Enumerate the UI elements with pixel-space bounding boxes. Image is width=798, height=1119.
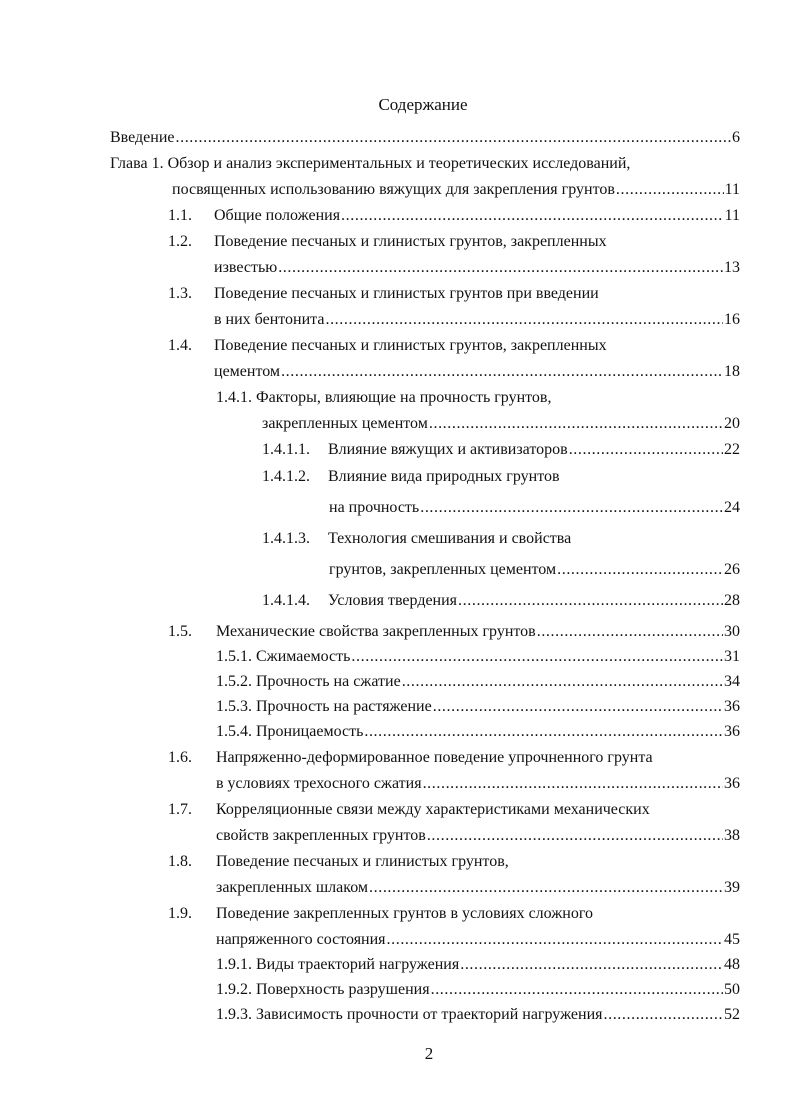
toc-entry-title: грунтов, закрепленных цементом: [329, 561, 557, 578]
toc-entry: [216, 954, 740, 976]
toc-entry: [110, 127, 740, 149]
toc-entry-title: 1.9.3. Зависимость прочности от траекторий нагружения: [216, 1006, 603, 1023]
toc-entry-number: 1.4.1.2.: [262, 468, 310, 485]
toc-entry-title: 1.5.2. Прочность на сжатие: [216, 673, 401, 690]
toc-leader-dots: [537, 621, 723, 643]
toc-entry-title: цементом: [214, 363, 281, 380]
toc-entry: [216, 721, 740, 743]
toc-leader-dots: [325, 309, 723, 331]
toc-entry: [168, 799, 740, 821]
toc-leader-dots: [369, 877, 723, 899]
toc-entry: [168, 205, 740, 227]
toc-entry-title: 1.9.2. Поверхность разрушения: [216, 981, 430, 998]
toc-entry-page: 11: [724, 207, 740, 224]
toc-entry-page: 48: [724, 956, 740, 973]
toc-leader-dots: [458, 590, 723, 612]
toc-leader-dots: [616, 179, 724, 201]
toc-entry-title: напряженного состояния: [216, 931, 386, 948]
toc-entry-title: на прочность: [329, 499, 420, 516]
toc-entry-title: Введение: [110, 129, 175, 146]
toc-entry-title: Поведение закрепленных грунтов в условиях сложного: [216, 905, 594, 922]
toc-entry: [168, 621, 740, 643]
toc-entry: [216, 773, 740, 795]
page-title: Содержание: [378, 95, 468, 114]
toc-entry-page: 20: [724, 415, 740, 432]
toc-leader-dots: [278, 257, 723, 279]
toc-entry: [168, 335, 740, 357]
toc-entry-number: 1.4.: [168, 337, 192, 354]
toc-entry-page: 50: [724, 981, 740, 998]
toc-entry-page: 36: [724, 775, 740, 792]
toc-leader-dots: [176, 127, 732, 149]
toc-entry-title: Глава 1. Обзор и анализ экспериментальных и теоретических исследований,: [110, 155, 631, 172]
toc-leader-dots: [431, 979, 723, 1001]
toc-entry-title: 1.5.4. Проницаемость: [216, 723, 364, 740]
toc-leader-dots: [364, 721, 723, 743]
toc-entry-title: Технология смешивания и свойства: [328, 530, 572, 547]
toc-entry: [168, 747, 740, 769]
toc-entry-title: 1.5.3. Прочность на растяжение: [216, 698, 432, 715]
toc-entry-page: 24: [724, 499, 740, 516]
toc-entry: [172, 179, 740, 201]
toc-leader-dots: [351, 646, 723, 668]
toc-entry: [216, 979, 740, 1001]
toc-entry-title: посвященных использованию вяжущих для закрепления грунтов: [172, 181, 615, 198]
toc-entry-title: Условия твердения: [328, 592, 458, 609]
toc-entry-page: 52: [724, 1006, 740, 1023]
toc-leader-dots: [420, 497, 723, 519]
toc-entry-title: Корреляционные связи между характеристиками механических: [216, 801, 650, 818]
toc-entry-number: 1.4.1.4.: [262, 592, 310, 609]
toc-entry-page: 36: [724, 723, 740, 740]
toc-entry: [216, 671, 740, 693]
toc-entry-page: 36: [724, 698, 740, 715]
toc-leader-dots: [423, 773, 723, 795]
toc-entry: [216, 1004, 740, 1026]
toc-entry-title: Поведение песчаных и глинистых грунтов,: [216, 853, 509, 870]
toc-entry-title: известью: [214, 259, 278, 276]
toc-entry-page: 11: [724, 181, 740, 198]
toc-entry: [110, 153, 740, 175]
toc-entry-number: 1.5.: [168, 623, 192, 640]
toc-entry-page: 18: [724, 363, 740, 380]
toc-entry: [216, 825, 740, 847]
toc-entry-title: свойств закрепленных грунтов: [216, 827, 426, 844]
toc-entry-page: 6: [732, 129, 740, 146]
toc-entry-page: 13: [724, 259, 740, 276]
toc-entry-title: в них бентонита: [214, 311, 325, 328]
toc-leader-dots: [569, 439, 723, 461]
toc-entry: [262, 439, 740, 461]
toc-leader-dots: [604, 1004, 724, 1026]
page-number: 2: [424, 1044, 434, 1063]
toc-entry-number: 1.2.: [168, 233, 192, 250]
toc-entry-number: 1.6.: [168, 749, 192, 766]
toc-entry-title: закрепленных шлаком: [216, 879, 369, 896]
toc-entry-page: 26: [724, 561, 740, 578]
toc-entry: [262, 590, 740, 612]
toc-entry: [216, 646, 740, 668]
toc-entry: [329, 559, 740, 581]
toc-entry-page: 28: [724, 592, 740, 609]
toc-entry-title: 1.5.1. Сжимаемость: [216, 648, 351, 665]
toc-leader-dots: [433, 696, 723, 718]
toc-leader-dots: [460, 954, 723, 976]
toc-entry-title: Общие положения: [214, 207, 341, 224]
toc-entry-page: 16: [724, 311, 740, 328]
toc-entry-title: Поведение песчаных и глинистых грунтов, закрепленных: [214, 337, 607, 354]
toc-entry: [214, 309, 740, 331]
toc-entry-number: 1.8.: [168, 853, 192, 870]
toc-leader-dots: [557, 559, 723, 581]
toc-entry-page: 38: [724, 827, 740, 844]
toc-leader-dots: [429, 413, 723, 435]
toc-entry-title: Поведение песчаных и глинистых грунтов при введении: [214, 285, 599, 302]
toc-entry: [262, 528, 740, 550]
toc-entry-number: 1.3.: [168, 285, 192, 302]
toc-entry: [168, 231, 740, 253]
toc-entry-title: Поведение песчаных и глинистых грунтов, закрепленных: [214, 233, 607, 250]
toc-leader-dots: [281, 361, 723, 383]
toc-entry: [216, 696, 740, 718]
toc-entry-title: 1.9.1. Виды траекторий нагружения: [216, 956, 460, 973]
toc-entry: [214, 361, 740, 383]
toc-entry: [216, 877, 740, 899]
toc-entry-title: в условиях трехосного сжатия: [216, 775, 422, 792]
toc-entry-title: 1.4.1. Факторы, влияющие на прочность грунтов,: [216, 389, 552, 406]
toc-entry-page: 31: [724, 648, 740, 665]
toc-entry-page: 39: [724, 879, 740, 896]
toc-entry-number: 1.4.1.3.: [262, 530, 310, 547]
toc-entry-number: 1.9.: [168, 905, 192, 922]
toc-entry-title: Напряженно-деформированное поведение упрочненного грунта: [216, 749, 653, 766]
toc-entry-page: 30: [724, 623, 740, 640]
toc-entry: [262, 466, 740, 488]
toc-entry-page: 34: [724, 673, 740, 690]
toc-entry: [214, 257, 740, 279]
toc-entry-title: закрепленных цементом: [262, 415, 428, 432]
toc-leader-dots: [341, 205, 724, 227]
toc-entry: [216, 929, 740, 951]
toc-entry: [262, 413, 740, 435]
toc-entry: [329, 497, 740, 519]
toc-entry: [168, 283, 740, 305]
toc-entry: [168, 903, 740, 925]
toc-entry-number: 1.4.1.1.: [262, 441, 310, 458]
toc-entry-page: 45: [724, 931, 740, 948]
toc-entry: [216, 387, 740, 409]
toc-leader-dots: [387, 929, 723, 951]
toc-entry-title: Влияние вида природных грунтов: [328, 468, 560, 485]
toc-leader-dots: [427, 825, 723, 847]
toc-entry-number: 1.1.: [168, 207, 192, 224]
toc-entry-page: 22: [724, 441, 740, 458]
toc-entry-number: 1.7.: [168, 801, 192, 818]
toc-entry: [168, 851, 740, 873]
toc-entry-title: Влияние вяжущих и активизаторов: [328, 441, 568, 458]
toc-entry-title: Механические свойства закрепленных грунтов: [216, 623, 536, 640]
toc-leader-dots: [402, 671, 723, 693]
